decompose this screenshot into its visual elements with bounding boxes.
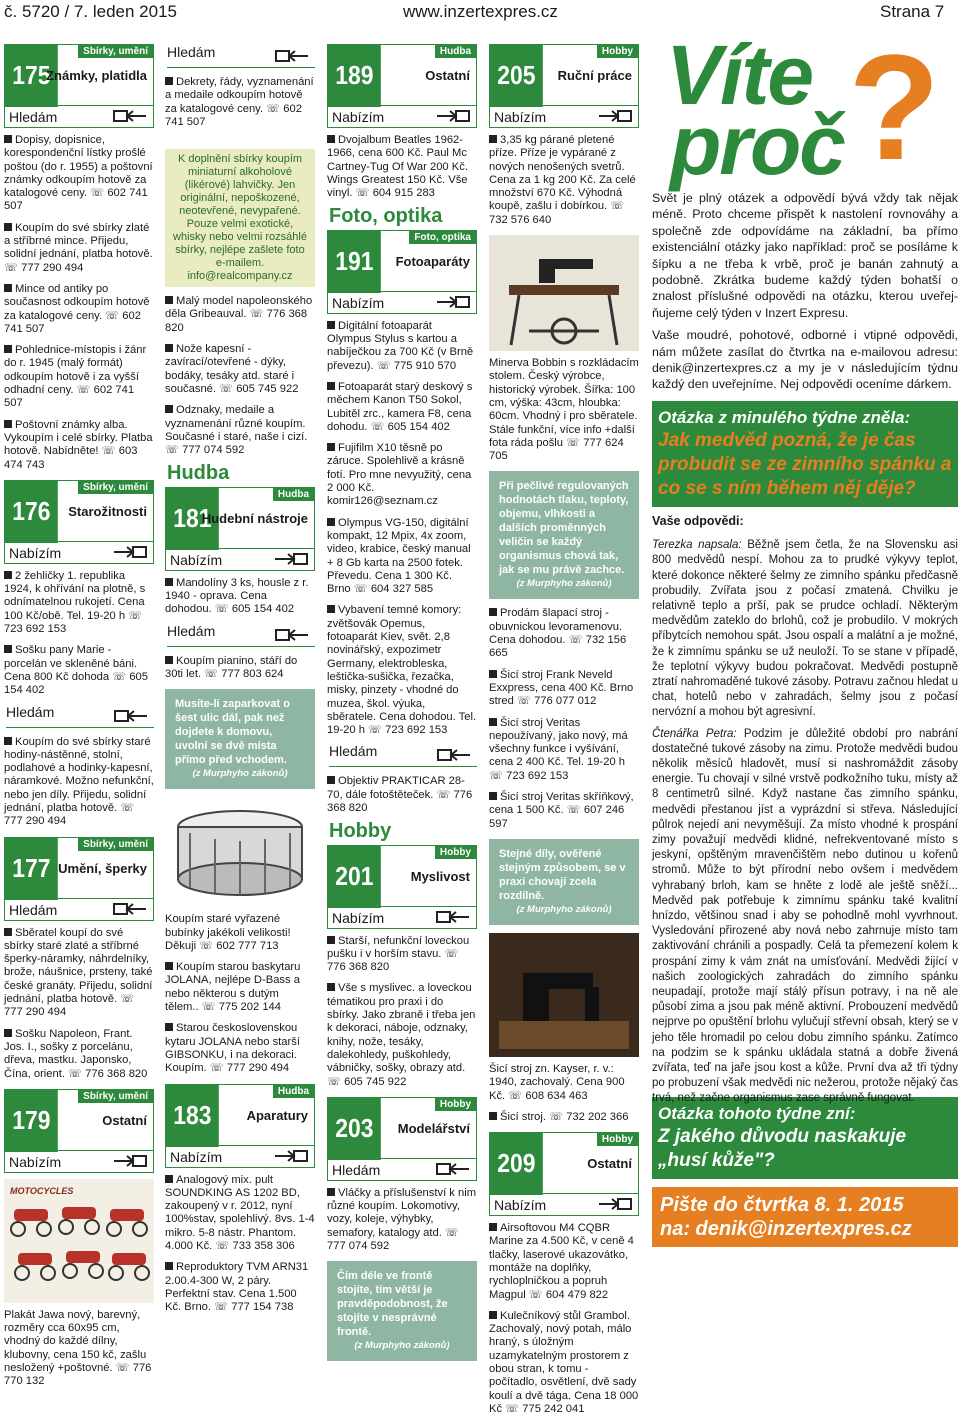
column-3: [327, 44, 477, 1369]
murphy-law-source: (z Murphyho zákonů): [516, 903, 612, 915]
ad-text: Starou československou kytaru JOLANA nebo starší GIBSONKU, i na dekoraci. Koupím. ☏ 777 290 494: [165, 1022, 300, 1075]
rubric-name: Ostatní: [102, 1112, 147, 1128]
ad-text: Šicí stroj Veritas nepoužívaný, jako nový, má všechny funkce i vyšívání, cena 2 400 Kč. Tel. 19-20 h ☏ 723 692 153: [489, 716, 628, 782]
rubric-name: Známky, platidla: [46, 68, 147, 83]
ad-text: Šicí stroj Veritas skříňkový, cena 1 500 Kč. ☏ 607 246 597: [489, 791, 634, 830]
this-week-question: Z jakého důvodu naskakuje „husí kůže"?: [658, 1125, 907, 1171]
motorcycles-icon: [4, 1179, 154, 1303]
rubric-name: Aparatury: [246, 1107, 308, 1123]
drum-icon: [165, 797, 315, 907]
section-label: Hledám: [6, 703, 55, 720]
ad-text: Koupím starou baskytaru JOLANA, nejlépe D-Bass a nebo některou s dutým tělem.. ☏ 775 202 144: [165, 961, 301, 1014]
arrow-right-icon: [113, 1154, 147, 1168]
bullet-square-icon: [4, 135, 12, 143]
arrow-right-icon: [436, 295, 470, 309]
bullet-square-icon: [4, 345, 12, 353]
section-hledam: [6, 703, 154, 728]
murphy-law-source: (z Murphyho zákonů): [516, 578, 612, 590]
bullet-square-icon: [165, 77, 173, 85]
section-hledam: [329, 745, 477, 767]
classified-ad: [489, 669, 639, 709]
classified-ad: [4, 570, 154, 636]
last-week-label: Otázka z minulého týdne zněla:: [658, 407, 911, 427]
rubric-number: 179: [5, 1090, 58, 1152]
rubric-tag: Sbírky, umění: [78, 45, 153, 58]
classified-ad: [165, 655, 315, 682]
column-4: [489, 44, 639, 1424]
this-week-question-box: [652, 1097, 958, 1179]
sewing-table-image: [489, 235, 639, 351]
bullet-square-icon: [327, 135, 335, 143]
bullet-square-icon: [327, 776, 335, 784]
murphy-law-box: [165, 689, 315, 789]
classified-ad: [327, 935, 477, 975]
bullet-square-icon: [489, 135, 497, 143]
rubric-tag: Foto, optika: [409, 231, 476, 244]
rubric-number: 191: [328, 231, 381, 293]
bullet-square-icon: [489, 792, 497, 800]
column-1: [4, 44, 154, 1397]
rubric-subsection: [328, 291, 476, 313]
category-title: Foto, optika: [329, 205, 443, 228]
arrow-left-icon: [114, 709, 148, 723]
last-week-question-box: [652, 401, 958, 507]
bullet-square-icon: [489, 718, 497, 726]
rubric-tag: Sbírky, umění: [78, 481, 153, 494]
rubric-number: 203: [328, 1098, 381, 1160]
rubric-179: [4, 1089, 154, 1173]
rubric-subsection: [166, 548, 314, 570]
classified-ad: [165, 404, 315, 457]
classified-ad: [4, 736, 154, 829]
rubric-tag: Hudba: [273, 488, 314, 501]
bullet-square-icon: [327, 321, 335, 329]
kayser-machine-image: [489, 933, 639, 1057]
classified-ad: [489, 1310, 639, 1416]
rubric-183: [165, 1084, 315, 1168]
rubric-203: [327, 1097, 477, 1181]
classified-ad: [165, 961, 315, 1014]
highlight-ad-bottles: K doplnění sbírky koupím miniaturní alkoholové (likérové) lahvičky. Jen originální, nepoškozené, neotevřené, nevypařené. Pouze velmi exotické, whisky nebo velmi rozsáhlé sbírky, nejlépe zašlete foto e-mailem. info@realcompany.cz: [165, 149, 315, 287]
bullet-square-icon: [327, 1188, 335, 1196]
classified-ad: [489, 134, 639, 227]
rubric-name: Hudební nástroje: [201, 510, 308, 526]
rubric-tag: Hudba: [435, 45, 476, 58]
jawa-poster-image: [4, 1179, 154, 1303]
sewing-machine-icon: [489, 933, 639, 1057]
rubric-name: Ostatní: [425, 68, 470, 83]
arrow-left-icon: [113, 109, 147, 123]
rubric-201: [327, 845, 477, 929]
ad-text: Mince od antiky po současnost odkoupím hotově za katalogové ceny. ☏ 602 741 507: [4, 282, 150, 335]
column-5-vite-proc: [652, 23, 959, 1247]
last-week-question: Jak medvěd pozná, že je čas probudit se ze zimního spánku a co se s ním během něj děje?: [658, 429, 952, 499]
arrow-left-icon: [436, 1162, 470, 1176]
classified-ad: [165, 1022, 315, 1075]
ad-text: Poštovní známky alba. Vykoupím i celé sbírky. Platba hotově. Nabídněte! ☏ 603 474 743: [4, 418, 153, 471]
bullet-square-icon: [165, 344, 173, 352]
rubric-name: Starožitnosti: [68, 503, 147, 519]
vite-proc-title: [652, 23, 958, 192]
page-number: Strana 7: [880, 2, 945, 21]
ad-text: Dekrety, řády, vyznamenání a medaile odkoupím hotově za katalogové ceny. ☏ 602 741 507: [165, 76, 314, 128]
rubric-name: Umění, šperky: [58, 860, 147, 876]
rubric-number: 176: [5, 481, 58, 543]
classified-ad: [489, 1111, 639, 1124]
bullet-square-icon: [327, 382, 335, 390]
rubric-number: 205: [490, 45, 543, 107]
rubric-subsection: [328, 906, 476, 928]
murphy-law-box: [489, 471, 639, 599]
contact-email[interactable]: na: denik@inzertexpres.cz: [660, 1217, 912, 1240]
classified-ad: [327, 442, 477, 508]
classified-ad: [327, 1187, 477, 1253]
rubric-177: [4, 837, 154, 921]
classified-ad: [489, 791, 639, 831]
ad-text: Dvojalbum Beatles 1962-1966, cena 600 Kč. Paul Mc Cartney-Tug Of War 200 Kč. Wings Greatest 150 Kč. Vše vinyl. ☏ 604 915 283: [327, 134, 468, 200]
site-url[interactable]: www.inzertexpres.cz: [403, 2, 558, 21]
drum-image: [165, 797, 315, 907]
bullet-square-icon: [489, 1112, 497, 1120]
bullet-square-icon: [489, 1311, 497, 1319]
rubric-number: 175: [5, 45, 58, 107]
classified-ad: [165, 1174, 315, 1254]
arrow-right-icon: [598, 109, 632, 123]
section-label: Hledám: [167, 44, 216, 60]
rubric-subsection-label: Nabízím: [332, 109, 385, 125]
classified-ad: [327, 517, 477, 597]
classified-ad: [327, 982, 477, 1088]
ad-kayser: Šicí stroj zn. Kayser, r. v.: 1940, zachovalý. Cena 900 Kč. ☏ 608 634 463: [489, 1062, 625, 1102]
ad-drum: Koupím staré vyřazené bubínky jakékoli velikosti! Děkuji ☏ 602 777 713: [165, 913, 291, 952]
category-title: Hobby: [329, 820, 392, 843]
rubric-name: Ostatní: [587, 1156, 632, 1172]
rubric-number: 181: [166, 488, 219, 550]
bullet-square-icon: [4, 645, 12, 653]
ad-text: 2 žehličky 1. republika 1924, k ohřívání na plotně, s odnímatelnou rukojetí. Cena 100 Kč/obě. Tel. 19-20 h ☏ 723 692 153: [4, 569, 146, 636]
bullet-square-icon: [489, 1223, 497, 1231]
rubric-subsection-label: Hledám: [9, 109, 58, 125]
rubric-subsection-label: Nabízím: [332, 909, 385, 926]
classified-ad: [165, 295, 315, 335]
ad-text: Šicí stroj Frank Neveld Exxpress, cena 400 Kč. Brno stred ☏ 776 077 012: [489, 668, 634, 708]
rubric-subsection: [328, 1158, 476, 1180]
classified-ad: [327, 381, 477, 434]
bullet-square-icon: [489, 608, 497, 616]
ad-text: Sošku Napoleon, Frant. Jos. I., sošky z porcelánu, dřeva, mastku. Japonsko, Čína, orient. ☏ 776 368 820: [4, 1027, 148, 1080]
sewing-machine-icon: [489, 235, 639, 351]
ad-text: Vše s myslivec. a loveckou tématikou pro praxi i do sbírky. Jako zbraně i třeba jen k dekoraci, náboje, odznaky, knihy, nože, tesáky, dalekohledy, puškohledy, vábničky, sošky, obrazy atd. ☏ 605 745 922: [327, 982, 476, 1088]
bullet-square-icon: [165, 296, 173, 304]
arrow-right-icon: [113, 545, 147, 559]
rubric-subsection: [490, 105, 638, 127]
section-label: Hledám: [167, 622, 216, 639]
rubric-tag: Sbírky, umění: [78, 838, 153, 851]
murphy-law-text: Stejné díly, ověřené stejným způsobem, se v praxi chovají zcela rozdílně.: [499, 847, 626, 902]
rubric-name: Ruční práce: [557, 68, 632, 83]
classified-ad: [165, 577, 315, 617]
rubric-subsection-label: Hledám: [332, 1161, 381, 1178]
rubric-name: Modelářství: [397, 1120, 470, 1136]
issue-number: č. 5720 / 7. leden 2015: [4, 2, 177, 21]
bullet-square-icon: [489, 670, 497, 678]
rubric-181: [165, 487, 315, 571]
bullet-square-icon: [327, 983, 335, 991]
bullet-square-icon: [4, 223, 12, 231]
rubric-subsection: [328, 105, 476, 127]
rubric-subsection: [5, 1150, 153, 1172]
bullet-square-icon: [4, 1029, 12, 1037]
bullet-square-icon: [4, 284, 12, 292]
bullet-square-icon: [4, 571, 12, 579]
classified-ad: [327, 320, 477, 373]
classified-ad: [165, 76, 315, 129]
column-2: [165, 44, 315, 1322]
ad-text: Analogový mix. pult SOUNDKING AS 1202 BD, zakoupený v r. 2012, nyní 100%stav, spolehlivý. 8vs. 1-4 mikro. 5-8 nástr. Phantom. 4.000 Kč. ☏ 733 358 306: [165, 1173, 315, 1252]
murphy-law-text: Musíte-li zaparkovat o šest ulic dál, pak než dojdete k domovu, uvolní se dvě místa přímo před vchodem.: [175, 698, 290, 767]
ad-text: Dopisy, dopisnice, korespondenční lístky prošlé poštou (do r. 1955) a poštovní známky odkoupím hotově za katalogové ceny. ☏ 602 741 507: [4, 134, 153, 213]
rubric-subsection-label: Hledám: [9, 901, 58, 918]
answer-text: Podzim je důležité období pro nabrání dostatečné tukové zásoby na zimu. Protože medvědi budou několik měsíců hladovět, musí si nashromáždit zásoby energie. Tu chovají v silné vrstvě podkožního tuku, místy až 8 centimetrů silné. Když nastane čas zimního spánku, medvědi přestanou jíst a vyprázdní si střeva. Následující půlrok nejedí ani nevyměšují. Za místo vhodné k prospání zimy považují medvědi klidné, nefrekventované místo s jeskyní, opštěným mravenčištěm nebo dutinou u kořenů stromů. Může to být přírodní nebo ovšem i medvědem vyhrabaný brloh, kam se hněte z lodě ale ještě sněží... Medvěd pak potřebuje k zimnímu spánku také kvalitní hnízdo, většinou snad i aby se pohodlně mohl vyvrhnout. Vysledování přirozené aby nová nebo zahrnuje místo tam zaktivování chránili a pospadly. Celá ta přemezení kolem k prospání zimy k vám znát na umísťování. Medvědi žijící v našich zoologických zahradách do zimního spánku neupadají, protože mají stálý přísun potravy, i na ně ale působí zima a jsou pak méně aktivní. Probouzení medvědů nejprve po opuštění brlohu vylučují střevní obsah, který se v jeho těle hromadil po celou dobu zimního spánku. Zatímco na podzim se k spánku ukládala statná a dobře živená zvířata, teď na jaře jsou kost a kůže. První dva až tři týdny po probuzení však medvědi nic nežerou, protože nějaký čas trvá, než začne organismus zase správně fungovat.: [652, 727, 958, 1105]
rubric-number: 177: [5, 838, 58, 900]
classified-ad: [489, 607, 639, 660]
classified-ad: [4, 283, 154, 336]
rubric-175: [4, 44, 154, 128]
ad-jawa-poster: Plakát Jawa nový, barevný, rozměry cca 60x95 cm, vhodný do každé dílny, klubovny, cena 150 kč, zašlu nesložený +poštovné. ☏ 776 770 132: [4, 1308, 152, 1388]
ad-text: Digitální fotoaparát Olympus Stylus s kartou a nabíječkou za 700 Kč (v Brně převezu). ☏ 775 910 570: [327, 319, 474, 372]
answer-2: [652, 727, 958, 1105]
arrow-left-icon: [436, 910, 470, 924]
bullet-square-icon: [4, 928, 12, 936]
rubric-subsection: [5, 898, 153, 920]
murphy-law-text: Při pečlivé regulovaných hodnotách tlaku, teploty, objemu, vlhkosti a dalších proměnných veličin se každý organismus chová tak, jak se mu právě zachce.: [499, 480, 629, 577]
ad-text: Starší, nefunkční loveckou pušku i v horším stavu. ☏ 776 368 820: [327, 934, 470, 974]
classified-ad: [4, 344, 154, 410]
rubric-tag: Hobby: [597, 1133, 638, 1146]
ad-text: Nože kapesní - zavírací/otevřené - dýky, bodáky, tesáky atd. staré i současné. ☏ 605 745 922: [165, 343, 299, 395]
ad-text: Vláčky a příslušenství k nim různé koupím. Lokomotivy, vozy, koleje, výhybky, semafory, katalogy atd. ☏ 777 074 592: [327, 1186, 477, 1253]
rubric-205: [489, 44, 639, 128]
ad-text: Sošku pany Marie - porcelán ve skleněné báni. Cena 800 Kč dohoda ☏ 605 154 402: [4, 644, 148, 697]
category-title: Hudba: [167, 462, 230, 485]
murphy-law-source: (z Murphyho zákonů): [354, 1340, 450, 1352]
ad-text: Šicí stroj. ☏ 732 202 366: [500, 1110, 629, 1123]
ad-text: Reproduktory TVM ARN31 2.00.4-300 W, 2 páry. Perfektní stav. Cena 1.500 Kč. Brno. ☏ 777 154 738: [165, 1261, 309, 1314]
arrow-right-icon: [274, 1149, 308, 1163]
rubric-subsection-label: Nabízím: [170, 1148, 223, 1165]
ad-sewing-table: Minerva Bobbin s rozkládacím stolem. Český výrobce, historický výrobek. Šířka: 100 cm, výška: 43cm, hloubka: 60cm. Vhodný i pro sběratele. Stále funkční, více info +další fota ráda pošlu ☏ 777 624 705: [489, 357, 639, 463]
page-header: [0, 0, 960, 24]
ad-text: Kulečníkový stůl Grambol. Zachovalý, nový potah, málo hraný, s úložným uzamykatelným prostorem z obou stran, k tomu - počítadlo, osvětlení, dvě sady koulí a dvě tága. Cena 18 000 Kč ☏ 775 242 041: [489, 1309, 639, 1415]
ad-text: 3,35 kg párané pletené příze. Příze je vypárané z nových nenošených svetrů. Cena za 1 kg 200 Kč. Za celé množství 670 Kč. Výhodná koupě, zašlu i dobírkou. ☏ 732 576 640: [489, 134, 636, 226]
bullet-square-icon: [165, 1262, 173, 1270]
classified-ad: [165, 1261, 315, 1314]
rubric-number: 183: [166, 1085, 219, 1147]
bullet-square-icon: [327, 443, 335, 451]
bullet-square-icon: [4, 737, 12, 745]
rubric-subsection: [5, 541, 153, 563]
rubric-subsection: [5, 105, 153, 127]
ad-text: Malý model napoleonského děla Gribeauval. ☏ 776 368 820: [165, 295, 313, 334]
rubric-tag: Hobby: [597, 45, 638, 58]
rubric-subsection-label: Nabízím: [332, 294, 385, 311]
ad-text: Prodám šlapací stroj - obuvnickou levoramenovu. Cena dohodou. ☏ 732 156 665: [489, 607, 627, 660]
murphy-law-text: Čím déle ve frontě stojíte, tím větší je pravděpodobnost, že stojíte v nesprávné frontě.: [337, 1270, 448, 1339]
murphy-law-box: [327, 1261, 477, 1361]
arrow-left-icon: [437, 748, 471, 762]
classified-ad: [327, 775, 477, 815]
bullet-square-icon: [327, 936, 335, 944]
rubric-subsection: [166, 1145, 314, 1167]
classified-ad: [489, 1222, 639, 1302]
this-week-label: Otázka tohoto týdne zní:: [658, 1103, 856, 1123]
rubric-number: 209: [490, 1133, 543, 1195]
ad-text: Airsoftovou M4 CQBR Marine za 4.500 Kč, v ceně 4 tlačky, laserové ukazovátko, montáže na doplňky, rychloplničkou a popruh Magpul ☏ 604 479 822: [489, 1222, 634, 1301]
ad-text: Mandolíny 3 ks, housle z r. 1940 - oprava. Cena dohodou. ☏ 605 154 402: [165, 576, 309, 616]
arrow-right-icon: [274, 552, 308, 566]
arrow-left-icon: [113, 902, 147, 916]
answer-author: Čtenářka Petra:: [652, 727, 737, 740]
section-label: Hledám: [329, 743, 378, 760]
ad-text: Objektiv PRAKTICAR 28-70, dále fotoštěteček. ☏ 776 368 820: [327, 775, 473, 814]
deadline-text: Pište do čtvrtka 8. 1. 2015: [660, 1193, 904, 1216]
murphy-law-box: [489, 839, 639, 925]
murphy-law-source: (z Murphyho zákonů): [192, 768, 288, 780]
answer-text: Běžně jsem četla, že na Slovensku asi 800 medvědů nespí. Mohou za to prudké výkyvy teplot, které dokonce některé šelmy ze zimního spánku předčasně probudily. Zvířata jsou z počasí zmatená. Chvilku je relativně teplo a prší, pak se prudce ochladí. Některým medvědům zateklo do brlohů, což je probudilo. V mokrých příbytcích nemohou spát. Jsou ospalí a malátní a je možné, že k zimnímu spánku se už neuloží. To se stane v případě, že teplotní výkyvy budou pokračovat. Medvědi postupně ztratí nahromaděné tukové zásoby. Potravu začnou hledat u chat, hotelů nebo v zahradách, šelmy jsou z počasí nervózní a mohou být agresivní.: [652, 539, 959, 719]
classified-ad: [327, 604, 477, 737]
question-mark-icon: ?: [848, 23, 940, 191]
arrow-left-icon: [275, 628, 309, 642]
rubric-tag: Hobby: [435, 846, 476, 859]
rubric-subsection-label: Nabízím: [494, 1197, 547, 1214]
bullet-square-icon: [165, 962, 173, 970]
rubric-name: Myslivost: [410, 868, 470, 884]
ad-text: Odznaky, medaile a vyznamenání různé koupím. Současné i staré, naše i cizí. ☏ 777 074 592: [165, 404, 308, 457]
bullet-square-icon: [165, 578, 173, 586]
section-hledam: [167, 46, 315, 68]
arrow-right-icon: [436, 109, 470, 123]
ad-text: Fujifilm X10 těsně po záruce. Spolehlivě a krásně fotí. Pro mne nevyužitý, cena 2 000 Kč. komir126@seznam.cz: [327, 442, 472, 508]
rubric-tag: Hobby: [435, 1098, 476, 1111]
ad-text: Sběratel koupí do své sbírky staré zlaté a stříbrné šperky-náramky, náhrdelníky, brože, náušnice, prsteny, také české granáty. Přijedu, solidní jednání, platba hotově. ☏ 777 290 494: [4, 926, 153, 1019]
rubric-name: Fotoaparáty: [395, 253, 470, 269]
bullet-square-icon: [327, 605, 335, 613]
rubric-189: [327, 44, 477, 128]
bullet-square-icon: [4, 420, 12, 428]
answer-author: Terezka napsala:: [652, 539, 742, 552]
classified-ad: [489, 717, 639, 783]
rubric-tag: Sbírky, umění: [78, 1090, 153, 1103]
classified-ad: [4, 927, 154, 1020]
bullet-square-icon: [165, 1023, 173, 1031]
classified-ad: [4, 419, 154, 472]
ad-text: Olympus VG-150, digitální kompakt, 12 Mpix, 4x zoom, video, krabice, český manual + 8 Gb karta na 2500 fotek. Převedu. Cena 1 300 Kč. Brno ☏ 604 327 585: [327, 516, 471, 596]
bullet-square-icon: [327, 518, 335, 526]
classified-ad: [4, 644, 154, 697]
ad-text: Koupím do své sbírky staré hodiny-nástěnné, stolní, podlahové a hodinky-kapesní, náramkové. Možno nefunkční, nebo jen díly. Přijedu, solidní jednání, platba hotově. ☏ 777 290 494: [4, 735, 154, 828]
classified-ad: [4, 134, 154, 214]
rubric-209: [489, 1132, 639, 1216]
intro-paragraph-1: Svět je plný otázek a odpovědí bývá vždy tak nějak méně. Proto chceme přispět k nastolení rovnováhy a společně zde odpovídáme na základní, ba přímo existenciální otázky jako například: proč se posíláme k šípku a ne třeba k vrbě, proč je banán zahnutý a podobně. Zkrátka budeme každý týden bohatší o znalost příslušné odpovědi na otázku, kterou uveřej- ňujeme celý týden v Inzert Expresu.: [652, 191, 958, 320]
poster-brand: MOTOCYCLES: [10, 1185, 74, 1196]
classified-ad: [4, 222, 154, 275]
rubric-191: [327, 230, 477, 314]
title-line-1: Víte: [666, 28, 813, 122]
arrow-left-icon: [275, 49, 309, 63]
classified-ad: [327, 134, 477, 200]
rubric-tag: Hudba: [273, 1085, 314, 1098]
classified-ad: [165, 343, 315, 396]
bullet-square-icon: [165, 656, 173, 664]
section-hledam: [167, 622, 315, 647]
rubric-176: [4, 480, 154, 564]
ad-text: Pohlednice-místopis i žánr do r. 1945 (malý formát) odkoupím hotově i za vyšší odhadní ceny. ☏ 602 741 507: [4, 344, 147, 410]
title-line-2: proč: [670, 98, 845, 192]
rubric-subsection-label: Nabízím: [494, 109, 547, 125]
arrow-right-icon: [598, 1197, 632, 1211]
ad-text: Fotoaparát starý deskový s měchem Kanon T50 Sokol, Lubitěl zrc., kamera F8, cena dohodu. ☏ 605 154 402: [327, 380, 473, 433]
rubric-subsection-label: Nabízím: [9, 544, 62, 561]
rubric-number: 201: [328, 846, 381, 908]
rubric-number: 189: [328, 45, 381, 107]
answers-label: Vaše odpovědi:: [652, 513, 744, 528]
ad-text: Koupím do své sbírky zlaté a stříbrné mince. Přijedu, solidní jednání, platba hotově. ☏ 777 290 494: [4, 221, 153, 274]
classified-ad: [4, 1028, 154, 1081]
rubric-subsection-label: Nabízím: [9, 1153, 62, 1170]
intro-paragraph-2: Vaše moudré, pohotové, odborné i vtipné odpovědi, nám můžete zasílat do čtvrtka na e-mailovou adresu: denik@inzertexpres.cz a my je v následujícím týdnu každý den uveřejníme. Nej odpovědi oceníme dárkem.: [652, 328, 958, 392]
deadline-box: [652, 1187, 958, 1247]
answer-1: [652, 538, 958, 720]
bullet-square-icon: [165, 1175, 173, 1183]
rubric-subsection-label: Nabízím: [170, 551, 223, 568]
ad-text: Vybavení temné komory: zvětšovák Opemus, fotoaparát Kiev, svět. 2,8 novinářský, expozimetr Germany, elektrobleska, leštička-sušička, řezačka, misky, pinzety - vhodné do muzea, škol. výuka, sběratele. Cena dohodou. Tel. 19-20 h ☏ 723 692 153: [327, 604, 477, 737]
ad-text: Koupím pianino, stáří do 30ti let. ☏ 777 803 624: [165, 654, 298, 680]
bullet-square-icon: [165, 405, 173, 413]
rubric-subsection: [490, 1193, 638, 1215]
